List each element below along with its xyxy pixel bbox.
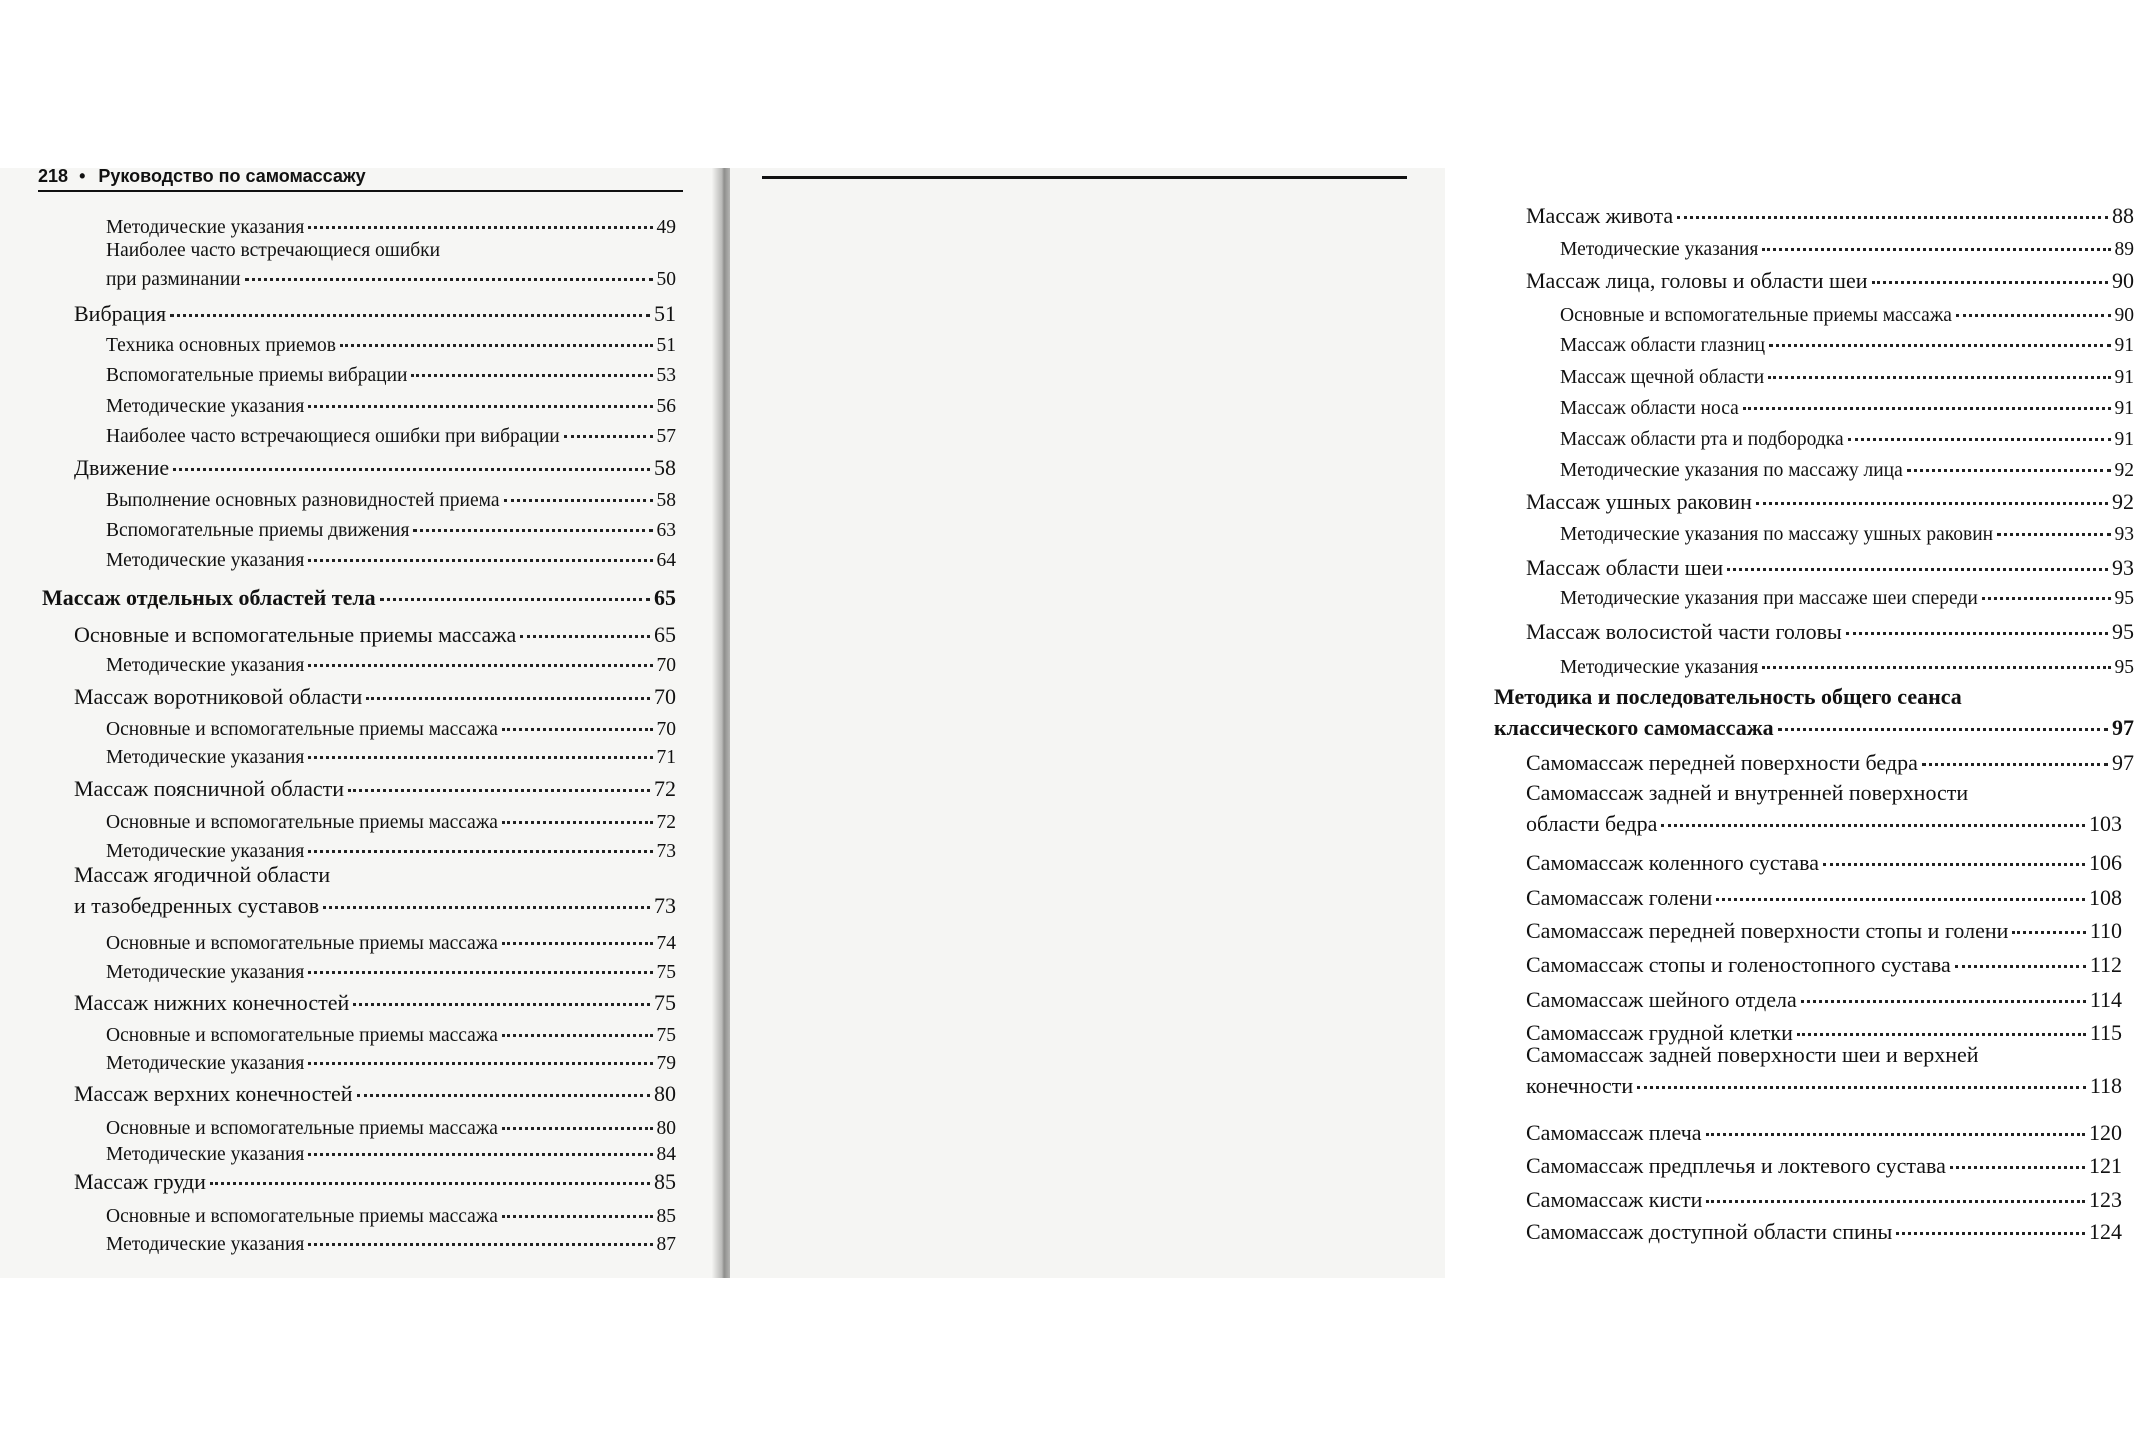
toc-entry[interactable] xyxy=(1526,614,2134,645)
leader-dots xyxy=(308,830,652,853)
toc-entry-page: 89 xyxy=(2114,238,2134,260)
toc-entry[interactable] xyxy=(106,543,676,572)
toc-section-page: 97 xyxy=(2112,715,2134,740)
toc-entry[interactable] xyxy=(1526,263,2134,294)
toc-entry-title: Методические указания xyxy=(106,395,305,417)
toc-entry-page: 64 xyxy=(656,549,676,571)
leader-dots xyxy=(1769,324,2110,347)
toc-entry[interactable] xyxy=(1560,650,2134,679)
toc-entry-page: 63 xyxy=(656,519,676,541)
toc-entry-page: 95 xyxy=(2114,656,2134,678)
toc-entry-page: 120 xyxy=(2089,1120,2122,1145)
leader-dots xyxy=(308,1223,652,1246)
toc-entry-page: 79 xyxy=(656,1052,676,1074)
toc-entry-page: 85 xyxy=(656,1205,676,1227)
toc-entry-page: 95 xyxy=(2112,619,2134,644)
toc-entry-page: 121 xyxy=(2089,1153,2122,1178)
toc-entry-page: 90 xyxy=(2114,304,2134,326)
toc-entry-title: Вспомогательные приемы движения xyxy=(106,519,410,541)
toc-entry-title: Наиболее часто встречающиеся ошибки xyxy=(106,240,441,261)
leader-dots xyxy=(308,736,652,759)
leader-dots xyxy=(1801,978,2086,1003)
leader-dots xyxy=(308,951,652,974)
toc-entry-page: 103 xyxy=(2089,811,2122,836)
leader-dots xyxy=(308,206,652,229)
toc-entry-page: 65 xyxy=(654,622,676,647)
toc-entry[interactable] xyxy=(1560,328,2134,357)
toc-entry[interactable] xyxy=(1560,360,2134,389)
toc-entry-title: Методические указания xyxy=(106,1052,305,1074)
toc-entry-title: Массаж области шеи xyxy=(1526,555,1724,580)
leader-dots xyxy=(1716,876,2085,901)
toc-entry[interactable] xyxy=(1560,422,2134,451)
toc-entry-page: 108 xyxy=(2089,885,2122,910)
leader-dots xyxy=(1872,259,2108,284)
toc-entry-page: 51 xyxy=(654,301,676,326)
toc-entry-title: Массаж нижних конечностей xyxy=(74,990,350,1015)
leader-dots xyxy=(1677,194,2108,219)
toc-entry-title: Самомассаж шейного отдела xyxy=(1526,987,1797,1012)
toc-entry-page: 85 xyxy=(654,1169,676,1194)
leader-dots xyxy=(502,1107,653,1130)
toc-entry-page: 75 xyxy=(654,990,676,1015)
toc-entry-title: Самомассаж предплечья и локтевого сустава xyxy=(1526,1153,1946,1178)
right-header-rule xyxy=(762,176,1407,179)
toc-entry-page: 70 xyxy=(654,684,676,709)
toc-section-page: 65 xyxy=(654,585,676,610)
toc-entry-title: Методические указания xyxy=(106,840,305,862)
toc-entry-title: Методические указания xyxy=(106,1233,305,1255)
leader-dots xyxy=(502,922,653,945)
toc-entry-page: 93 xyxy=(2112,555,2134,580)
toc-entry[interactable] xyxy=(1526,484,2134,515)
toc-entry[interactable] xyxy=(1526,982,2122,1013)
toc-entry-page: 53 xyxy=(656,364,676,386)
leader-dots xyxy=(1706,1178,2085,1203)
toc-entry-page: 93 xyxy=(2114,523,2134,545)
toc-entry-page: 58 xyxy=(656,489,676,511)
toc-entry-title: Основные и вспомогательные приемы массажа xyxy=(106,1024,498,1046)
leader-dots xyxy=(502,708,653,731)
toc-entry-page: 51 xyxy=(656,334,676,356)
toc-entry-title: Вибрация xyxy=(74,301,167,326)
leader-dots xyxy=(520,613,650,638)
toc-entry[interactable] xyxy=(1526,913,2122,944)
toc-entry[interactable] xyxy=(106,740,676,769)
toc-entry-title: Основные и вспомогательные приемы массажа xyxy=(106,718,498,740)
toc-entry-title: Методические указания по массажу ушных раковин xyxy=(1560,523,1994,545)
toc-entry-page: 71 xyxy=(656,746,676,768)
toc-entry-title: Самомассаж голени xyxy=(1526,885,1713,910)
toc-entry-title: Массаж воротниковой области xyxy=(74,684,363,709)
toc-entry-title: Вспомогательные приемы вибрации xyxy=(106,364,408,386)
leader-dots xyxy=(245,258,653,281)
leader-dots xyxy=(1768,356,2110,379)
leader-dots xyxy=(170,292,650,317)
toc-entry-title: Самомассаж кисти xyxy=(1526,1187,1703,1212)
toc-entry-title: Массаж области носа xyxy=(1560,397,1739,419)
toc-entry[interactable] xyxy=(1560,517,2134,546)
toc-entry-title: Массаж груди xyxy=(74,1169,206,1194)
leader-dots xyxy=(1997,513,2110,536)
toc-entry-title: Методические указания xyxy=(106,549,305,571)
toc-entry[interactable] xyxy=(74,985,676,1016)
toc-entry-title: Основные и вспомогательные приемы массажа xyxy=(106,932,498,954)
leader-dots xyxy=(348,767,650,792)
toc-entry[interactable] xyxy=(1526,1214,2122,1245)
running-head xyxy=(38,168,683,192)
toc-entry-title: Методические указания xyxy=(106,654,305,676)
toc-entry-page: 110 xyxy=(2089,918,2122,943)
toc-entry-page: 50 xyxy=(656,268,676,290)
toc-entry[interactable] xyxy=(106,358,676,387)
toc-entry-page: 115 xyxy=(2089,1020,2122,1045)
toc-entry[interactable] xyxy=(1526,745,2134,776)
leader-dots xyxy=(2012,909,2085,934)
leader-dots xyxy=(323,884,650,909)
toc-entry[interactable] xyxy=(74,1076,676,1107)
toc-entry-title: Самомассаж доступной области спины xyxy=(1526,1219,1893,1244)
toc-entry-title: Методические указания xyxy=(106,1143,305,1165)
toc-entry-page: 73 xyxy=(654,893,676,918)
toc-entry[interactable] xyxy=(106,240,676,291)
toc-entry-title: Методические указания при массаже шеи спереди xyxy=(1560,587,1978,609)
leader-dots xyxy=(1706,1111,2085,1136)
toc-entry[interactable] xyxy=(1526,1042,2122,1099)
toc-entry[interactable] xyxy=(1526,845,2122,876)
toc-entry-page: 123 xyxy=(2089,1187,2122,1212)
toc-entry-title: Массаж ягодичной области xyxy=(74,862,331,887)
leader-dots xyxy=(1846,610,2108,635)
leader-dots xyxy=(1661,802,2085,827)
toc-entry-title: Массаж лица, головы и области шеи xyxy=(1526,268,1868,293)
toc-entry[interactable] xyxy=(1560,298,2134,327)
toc-entry-title: Массаж области глазниц xyxy=(1560,334,1766,356)
toc-section[interactable] xyxy=(42,580,676,611)
toc-entry-page: 114 xyxy=(2089,987,2122,1012)
toc-entry-page: 87 xyxy=(656,1233,676,1255)
toc-entry-title: Выполнение основных разновидностей приема xyxy=(106,489,500,511)
toc-entry-title: Основные и вспомогательные приемы массажа xyxy=(1560,304,1952,326)
leader-dots xyxy=(1950,1144,2085,1169)
toc-entry[interactable] xyxy=(106,328,676,357)
toc-entry-page: 57 xyxy=(656,425,676,447)
leader-dots xyxy=(1756,480,2108,505)
toc-entry-title-cont: при разминании xyxy=(106,268,241,290)
toc-entry-title: Массаж поясничной области xyxy=(74,776,345,801)
toc-entry-page: 91 xyxy=(2114,428,2134,450)
leader-dots xyxy=(308,1133,652,1156)
toc-entry-page: 118 xyxy=(2089,1073,2122,1098)
leader-dots xyxy=(1762,228,2110,251)
toc-entry-page: 58 xyxy=(654,455,676,480)
toc-entry-title: Основные и вспомогательные приемы массажа xyxy=(74,622,517,647)
leader-dots xyxy=(502,1014,653,1037)
leader-dots xyxy=(502,801,653,824)
leader-dots xyxy=(564,415,653,438)
toc-entry[interactable] xyxy=(1560,391,2134,420)
toc-entry-title: Массаж ушных раковин xyxy=(1526,489,1752,514)
toc-entry-title: Самомассаж задней поверхности шеи и верхней xyxy=(1526,1042,1979,1067)
toc-entry-title: Массаж щечной области xyxy=(1560,366,1765,388)
toc-section-title: Методика и последовательность общего сеанса xyxy=(1494,684,1962,709)
toc-entry-page: 84 xyxy=(656,1143,676,1165)
toc-entry-page: 80 xyxy=(654,1081,676,1106)
leader-dots xyxy=(366,675,650,700)
toc-entry[interactable] xyxy=(106,389,676,418)
leader-dots xyxy=(340,324,653,347)
toc-entry-title-cont: и тазобедренных суставов xyxy=(74,893,320,918)
toc-entry[interactable] xyxy=(1526,198,2134,229)
leader-dots xyxy=(353,981,650,1006)
leader-dots xyxy=(380,576,650,601)
toc-entry-title: Техника основных приемов xyxy=(106,334,336,356)
toc-entry-page: 88 xyxy=(2112,203,2134,228)
toc-entry-page: 49 xyxy=(656,216,676,238)
leader-dots xyxy=(413,509,652,532)
toc-section-title-cont: классического самомассажа xyxy=(1494,715,1774,740)
toc-entry-title: Самомассаж коленного сустава xyxy=(1526,850,1820,875)
toc-entry-title: Самомассаж передней поверхности бедра xyxy=(1526,750,1918,775)
toc-entry-page: 74 xyxy=(656,932,676,954)
leader-dots xyxy=(308,1042,652,1065)
right-page xyxy=(730,168,1445,1278)
toc-entry[interactable] xyxy=(1526,1115,2122,1146)
toc-entry[interactable] xyxy=(74,771,676,802)
toc-entry[interactable] xyxy=(74,862,676,919)
toc-entry-title-cont: области бедра xyxy=(1526,811,1658,836)
toc-section-title: Массаж отдельных областей тела xyxy=(42,585,376,610)
toc-entry[interactable] xyxy=(106,1227,676,1256)
toc-entry[interactable] xyxy=(1526,880,2122,911)
toc-entry[interactable] xyxy=(1526,780,2122,837)
toc-entry[interactable] xyxy=(106,1046,676,1075)
leader-dots xyxy=(1797,1011,2086,1036)
toc-entry-title: Основные и вспомогательные приемы массажа xyxy=(106,1117,498,1139)
header-bullet: • xyxy=(79,166,86,186)
toc-section[interactable] xyxy=(1494,684,2134,741)
toc-entry-title: Массаж живота xyxy=(1526,203,1674,228)
leader-dots xyxy=(1982,577,2111,600)
toc-entry[interactable] xyxy=(1560,232,2134,261)
toc-entry-page: 92 xyxy=(2112,489,2134,514)
toc-entry-title: Самомассаж грудной клетки xyxy=(1526,1020,1793,1045)
toc-entry-page: 91 xyxy=(2114,397,2134,419)
toc-entry[interactable] xyxy=(1526,1148,2122,1179)
toc-entry-title: Массаж области рта и подбородка xyxy=(1560,428,1844,450)
toc-entry-page: 73 xyxy=(656,840,676,862)
toc-entry[interactable] xyxy=(106,648,676,677)
toc-entry-title: Самомассаж передней поверхности стопы и голени xyxy=(1526,918,2009,943)
toc-entry-page: 92 xyxy=(2114,459,2134,481)
toc-entry-title-cont: конечности xyxy=(1526,1073,1634,1098)
toc-entry[interactable] xyxy=(106,834,676,863)
toc-entry-title: Массаж верхних конечностей xyxy=(74,1081,353,1106)
leader-dots xyxy=(308,644,652,667)
toc-entry-page: 124 xyxy=(2089,1219,2122,1244)
toc-entry-title: Методические указания xyxy=(1560,656,1759,678)
toc-entry[interactable] xyxy=(1526,947,2122,978)
toc-entry[interactable] xyxy=(106,419,676,448)
toc-entry[interactable] xyxy=(106,483,676,512)
toc-entry-title: Самомассаж стопы и голеностопного сустава xyxy=(1526,952,1951,977)
leader-dots xyxy=(173,446,650,471)
toc-entry-page: 91 xyxy=(2114,334,2134,356)
leader-dots xyxy=(1956,294,2111,317)
toc-entry-page: 75 xyxy=(656,1024,676,1046)
toc-entry-title: Методические указания xyxy=(106,961,305,983)
toc-entry[interactable] xyxy=(74,296,676,327)
toc-entry-title: Массаж волосистой части головы xyxy=(1526,619,1842,644)
toc-entry[interactable] xyxy=(74,450,676,481)
toc-entry-page: 72 xyxy=(656,811,676,833)
toc-entry-page: 112 xyxy=(2089,952,2122,977)
toc-entry-title: Методические указания по массажу лица xyxy=(1560,459,1903,481)
toc-entry-title: Основные и вспомогательные приемы массажа xyxy=(106,811,498,833)
toc-entry[interactable] xyxy=(1560,581,2134,610)
toc-entry[interactable] xyxy=(1560,453,2134,482)
leader-dots xyxy=(357,1072,650,1097)
toc-entry-title: Методические указания xyxy=(1560,238,1759,260)
leader-dots xyxy=(1823,841,2085,866)
leader-dots xyxy=(308,385,652,408)
toc-entry[interactable] xyxy=(1526,1182,2122,1213)
leader-dots xyxy=(308,539,652,562)
toc-entry-page: 97 xyxy=(2112,750,2134,775)
toc-entry-page: 106 xyxy=(2089,850,2122,875)
header-page-number: 218 xyxy=(38,166,69,186)
leader-dots xyxy=(1848,418,2111,441)
leader-dots xyxy=(1907,449,2111,472)
leader-dots xyxy=(210,1160,650,1185)
leader-dots xyxy=(411,354,652,377)
header-title: Руководство по самомассажу xyxy=(98,166,366,186)
leader-dots xyxy=(1727,546,2108,571)
leader-dots xyxy=(1762,646,2110,669)
leader-dots xyxy=(504,479,653,502)
toc-entry-page: 95 xyxy=(2114,587,2134,609)
toc-entry-page: 56 xyxy=(656,395,676,417)
toc-entry[interactable] xyxy=(106,513,676,542)
leader-dots xyxy=(1743,387,2111,410)
leader-dots xyxy=(1922,741,2108,766)
toc-entry-title: Методические указания xyxy=(106,216,305,238)
toc-entry-title: Методические указания xyxy=(106,746,305,768)
toc-entry[interactable] xyxy=(106,955,676,984)
toc-entry-page: 91 xyxy=(2114,366,2134,388)
toc-entry[interactable] xyxy=(74,1164,676,1195)
leader-dots xyxy=(1955,943,2086,968)
toc-entry-page: 70 xyxy=(656,654,676,676)
toc-entry[interactable] xyxy=(106,210,676,239)
toc-entry-page: 75 xyxy=(656,961,676,983)
toc-entry-title: Движение xyxy=(74,455,170,480)
leader-dots xyxy=(1896,1210,2085,1235)
toc-entry-title: Самомассаж задней и внутренней поверхности xyxy=(1526,780,1969,805)
toc-entry-page: 70 xyxy=(656,718,676,740)
toc-entry-page: 90 xyxy=(2112,268,2134,293)
leader-dots xyxy=(1637,1064,2086,1089)
leader-dots xyxy=(1778,706,2108,731)
toc-entry-title: Наиболее часто встречающиеся ошибки при вибрации xyxy=(106,425,560,447)
toc-entry-page: 72 xyxy=(654,776,676,801)
toc-entry[interactable] xyxy=(74,679,676,710)
toc-entry-title: Самомассаж плеча xyxy=(1526,1120,1702,1145)
leader-dots xyxy=(502,1195,653,1218)
toc-entry-page: 80 xyxy=(656,1117,676,1139)
toc-entry-title: Основные и вспомогательные приемы массажа xyxy=(106,1205,498,1227)
